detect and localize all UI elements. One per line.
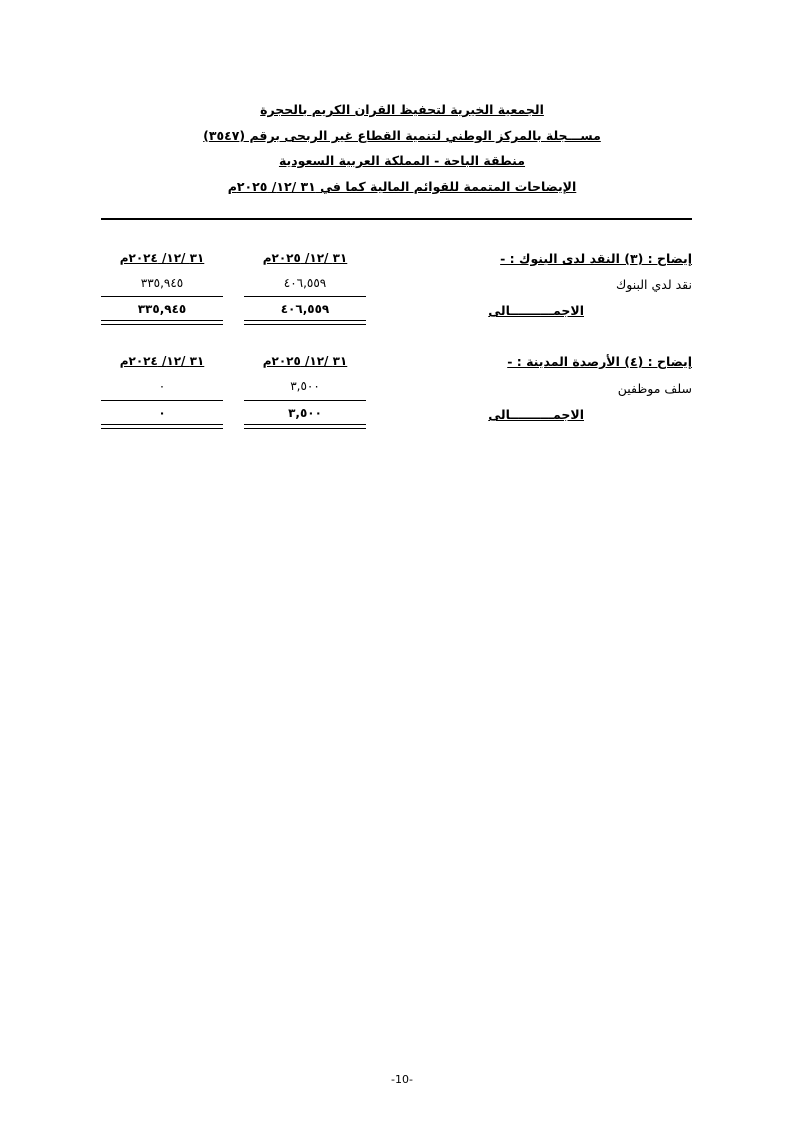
note-3-total-label: الاجمــــــــــالى (488, 303, 584, 318)
note-4-total-double-line-current (244, 424, 366, 429)
registration-heading: مســـجلة بالمركز الوطني لتنمية القطاع غير الربحى برقم (٣٥٤٧) (203, 128, 601, 143)
note-3-total-previous: ٣٣٥,٩٤٥ (137, 302, 187, 316)
note-4-total-current: ٣,٥٠٠ (288, 406, 322, 420)
note-3-item-label: نقد لدي البنوك (615, 277, 692, 292)
note-4-col-current-head: ٣١ /١٢/ ٢٠٢٥م (262, 354, 348, 368)
region-heading: منطقة الباحة - المملكة العربية السعودية (278, 153, 526, 168)
note-3-col-current-head: ٣١ /١٢/ ٢٠٢٥م (262, 251, 348, 265)
note-4-subtotal-line-previous (101, 400, 223, 401)
page-number: -10- (391, 1073, 413, 1086)
note-4-subtotal-line-current (244, 400, 366, 401)
note-4-total-previous: ٠ (158, 406, 166, 420)
note-4-item-label: سلف موظفين (617, 381, 692, 396)
note-3-col-previous-head: ٣١ /١٢/ ٢٠٢٤م (119, 251, 205, 265)
note-3-item-current: ٤٠٦,٥٥٩ (283, 276, 327, 290)
note-4-total-double-line-previous (101, 424, 223, 429)
note-4-item-previous: ٠ (158, 379, 166, 393)
statement-title-heading: الإيضاحات المتممة للقوائم المالية كما في ٣١ /١٢/ ٢٠٢٥م (227, 179, 577, 194)
header-divider (101, 218, 692, 220)
note-4-total-label: الاجمــــــــــالى (488, 407, 584, 422)
note-4-item-current: ٣,٥٠٠ (290, 379, 320, 393)
org-name-heading: الجمعية الخيرية لتحفيظ القران الكريم بالحجرة (260, 102, 544, 117)
note-4-col-previous-head: ٣١ /١٢/ ٢٠٢٤م (119, 354, 205, 368)
note-3-subtotal-line-previous (101, 296, 223, 297)
note-3-subtotal-line-current (244, 296, 366, 297)
note-3-total-double-line-current (244, 320, 366, 325)
note-3-title: إيضاح : (٣) النقد لدى البنوك : - (500, 251, 692, 266)
note-3-item-previous: ٣٣٥,٩٤٥ (140, 276, 184, 290)
note-3-total-current: ٤٠٦,٥٥٩ (280, 302, 330, 316)
note-3-total-double-line-previous (101, 320, 223, 325)
note-4-title: إيضاح : (٤) الأرصدة المدينة : - (507, 354, 692, 369)
